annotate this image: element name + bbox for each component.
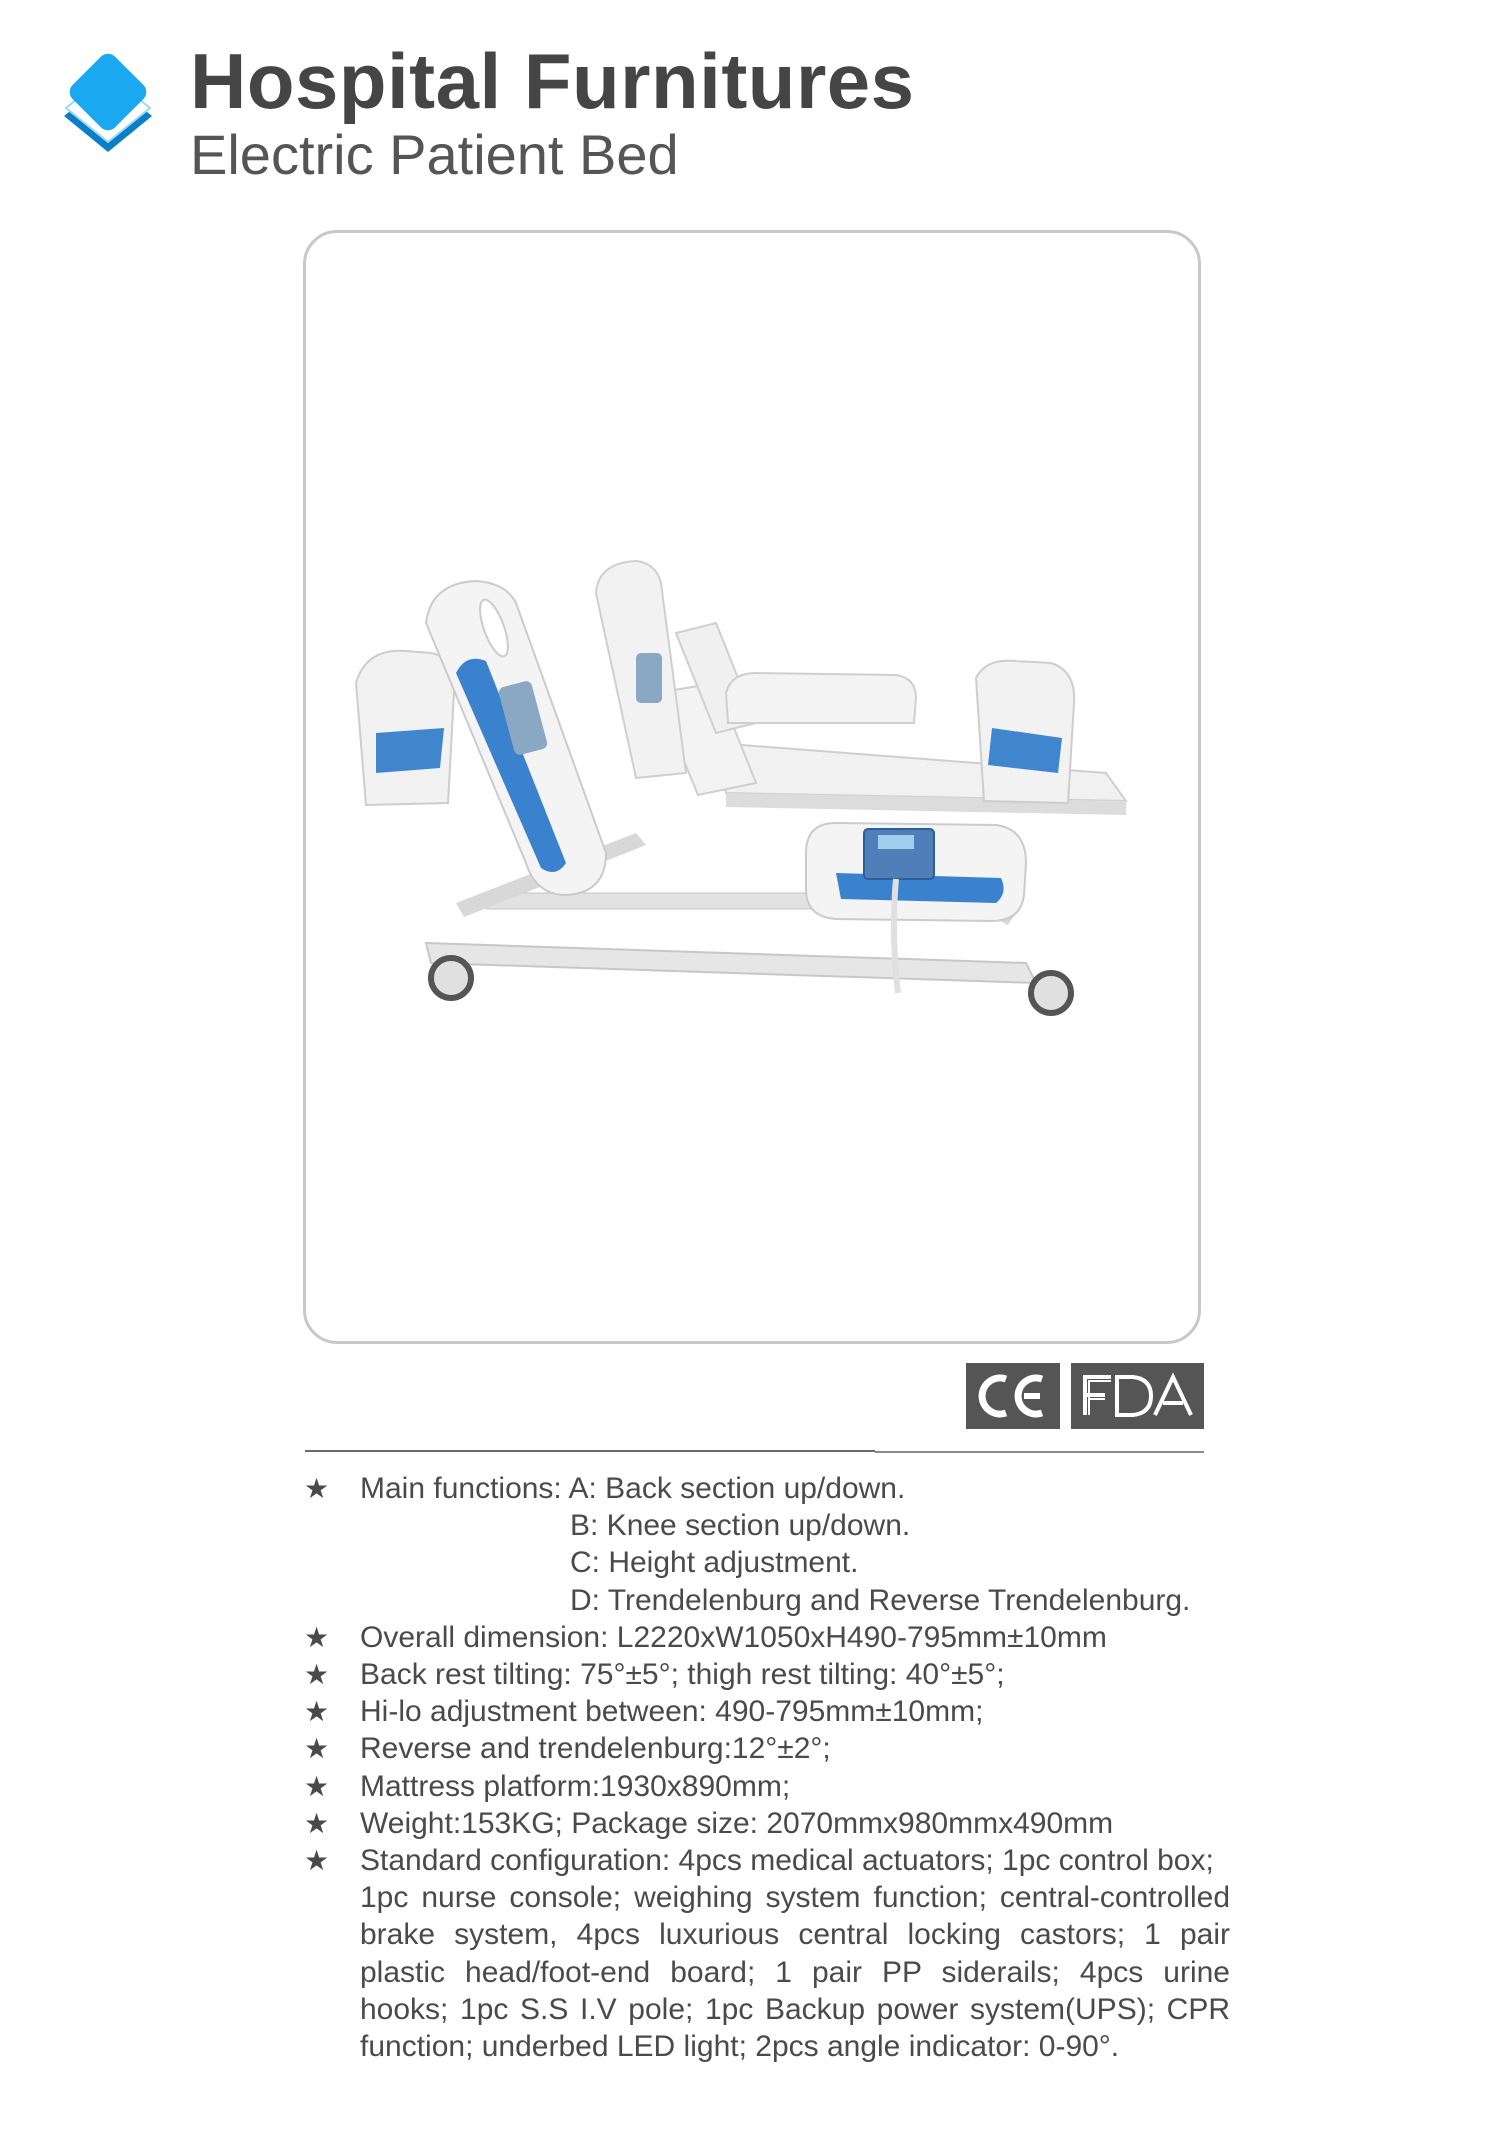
spec-text: Back rest tilting: 75°±5°; thigh rest tilting: 40°±5°; bbox=[360, 1658, 1005, 1692]
star-bullet-icon: ★ bbox=[304, 1770, 330, 1802]
fda-mark-icon bbox=[1071, 1363, 1204, 1429]
ce-mark-icon bbox=[966, 1363, 1060, 1429]
spec-subitem: D: Trendelenburg and Reverse Trendelenburg. bbox=[570, 1583, 1191, 1617]
spec-item bbox=[300, 1805, 1230, 1842]
star-bullet-icon: ★ bbox=[304, 1621, 330, 1653]
electric-bed-image bbox=[336, 533, 1166, 1053]
star-bullet-icon: ★ bbox=[304, 1696, 330, 1728]
spec-subitem: C: Height adjustment. bbox=[570, 1546, 859, 1580]
spec-text: Overall dimension: L2220xW1050xH490-795mm±10mm bbox=[360, 1620, 1107, 1654]
star-bullet-icon: ★ bbox=[304, 1473, 330, 1504]
divider-line bbox=[875, 1451, 1204, 1453]
spec-text: Hi-lo adjustment between: 490-795mm±10mm; bbox=[360, 1695, 984, 1729]
spec-item-standard-configuration bbox=[300, 1842, 1230, 1879]
star-bullet-icon: ★ bbox=[304, 1733, 330, 1765]
spec-text: Reverse and trendelenburg:12°±2°; bbox=[360, 1732, 831, 1766]
star-bullet-icon: ★ bbox=[304, 1659, 330, 1691]
spec-continuation-text: 1pc nurse console; weighing system function; central-controlled brake system, 4pcs luxurious central locking castors; 1 pair plastic head/foot-end board; 1 pair PP siderails; 4pcs urine hooks; 1pc S.S I.V pole; 1pc Backup power system(UPS); CPR function; underbed LED light; 2pcs angle indicator: 0-90°. bbox=[360, 1881, 1230, 2064]
star-bullet-icon: ★ bbox=[304, 1807, 330, 1839]
product-photo-frame bbox=[303, 230, 1201, 1344]
spec-item bbox=[300, 1656, 1230, 1693]
spec-text: Mattress platform:1930x890mm; bbox=[360, 1769, 791, 1803]
spec-item bbox=[300, 1693, 1230, 1730]
brand-logo-icon bbox=[58, 52, 158, 164]
spec-text: Standard configuration: 4pcs medical actuators; 1pc control box; bbox=[360, 1844, 1214, 1878]
spec-value: A: Back section up/down. bbox=[568, 1472, 906, 1505]
spec-item bbox=[300, 1619, 1230, 1656]
page-subtitle: Electric Patient Bed bbox=[190, 123, 679, 186]
star-bullet-icon: ★ bbox=[304, 1845, 330, 1877]
spec-item bbox=[300, 1730, 1230, 1767]
spec-text: Weight:153KG; Package size: 2070mmx980mmx490mm bbox=[360, 1806, 1114, 1840]
spec-subitem: B: Knee section up/down. bbox=[570, 1509, 911, 1543]
spec-list bbox=[300, 1470, 1230, 2065]
divider-line bbox=[305, 1450, 875, 1452]
page-title: Hospital Furnitures bbox=[190, 37, 915, 125]
spec-item bbox=[300, 1768, 1230, 1805]
spec-item-main-functions bbox=[300, 1470, 1230, 1507]
spec-label: Main functions: bbox=[360, 1472, 562, 1505]
